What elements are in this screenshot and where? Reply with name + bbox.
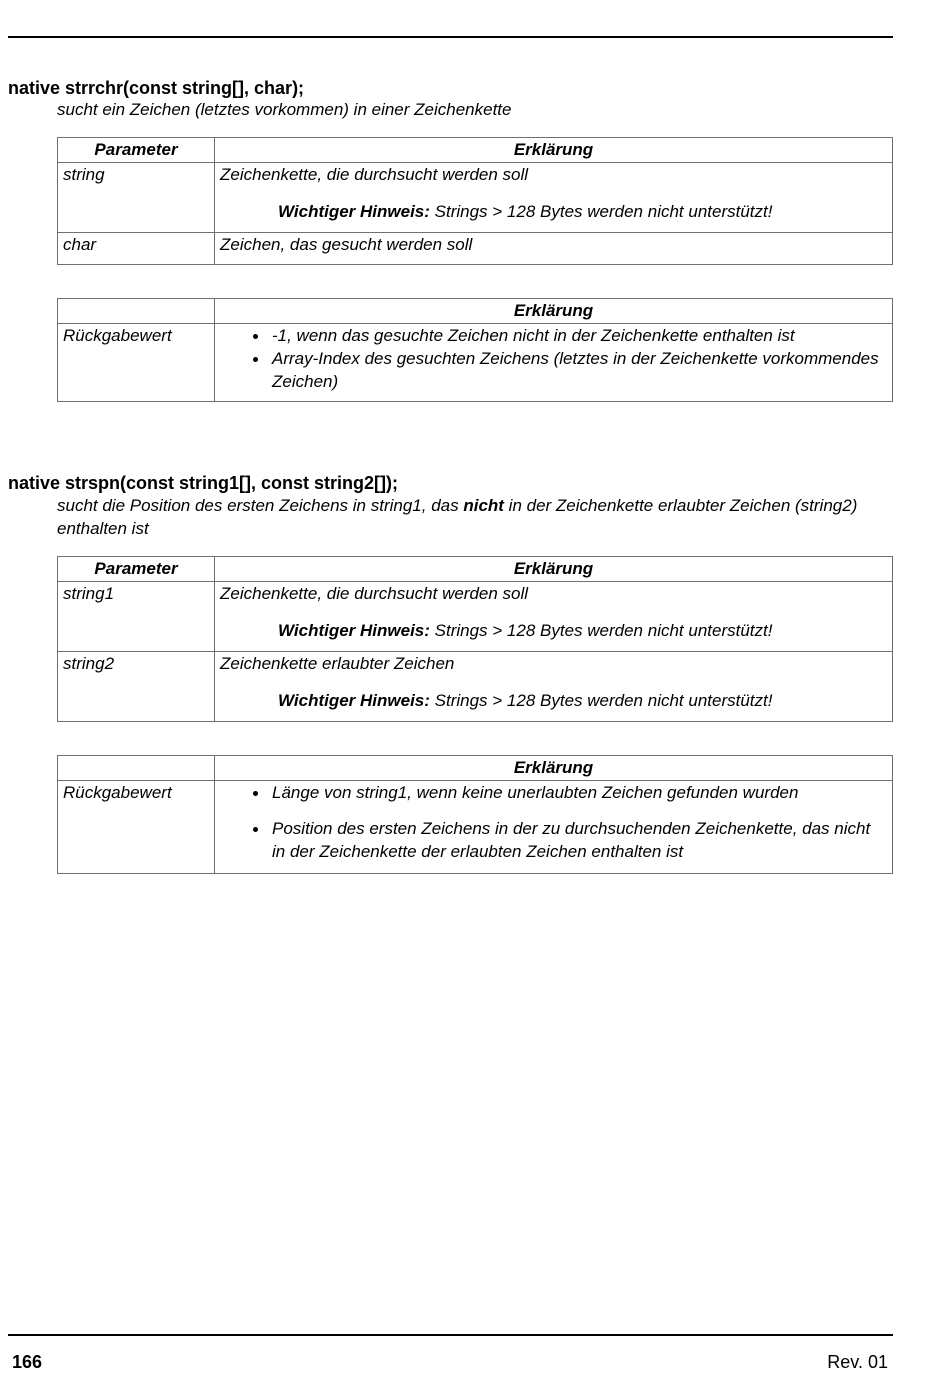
param-explanation: Zeichen, das gesucht werden soll — [215, 233, 893, 265]
param-name: char — [58, 233, 215, 265]
important-note-label: Wichtiger Hinweis: — [278, 691, 430, 710]
description-text: in der Zeichenkette erlaubter Zeichen (string2) enthalten ist — [57, 496, 858, 538]
revision-label: Rev. 01 — [827, 1352, 888, 1372]
description-text: sucht die Position des ersten Zeichens in string1, das — [57, 496, 464, 515]
table-row — [58, 582, 893, 652]
param-explanation-cell — [215, 163, 893, 233]
parameter-table-strrchr — [57, 137, 893, 265]
return-explanation-cell — [215, 324, 893, 402]
list-item: Position des ersten Zeichens in der zu durchsuchenden Zeichenkette, das nicht in der Zeichenkette der erlaubten Zeichen enthalten ist — [272, 817, 887, 863]
table-row — [58, 163, 893, 233]
list-item: Array-Index des gesuchten Zeichens (letztes in der Zeichenkette vorkommendes Zeichen) — [272, 347, 887, 393]
list-item: -1, wenn das gesuchte Zeichen nicht in der Zeichenkette enthalten ist — [272, 324, 887, 347]
important-note-label: Wichtiger Hinweis: — [278, 621, 430, 640]
page-number: 166 — [12, 1352, 43, 1372]
param-explanation-cell — [215, 582, 893, 652]
table-header-row — [58, 756, 893, 781]
param-name: string1 — [58, 582, 215, 652]
return-table-strrchr — [57, 298, 893, 402]
table-row — [58, 233, 893, 265]
param-explanation-cell — [215, 652, 893, 722]
important-note-text: Strings > 128 Bytes werden nicht unterstützt! — [429, 691, 773, 710]
table-header-row — [58, 557, 893, 582]
table-row — [58, 652, 893, 722]
return-table-strspn — [57, 755, 893, 874]
description-emphasis: nicht — [463, 496, 504, 515]
footer-rule — [8, 1334, 893, 1336]
function-description-strrchr: sucht ein Zeichen (letztes vorkommen) in einer Zeichenkette — [57, 100, 512, 119]
return-value-list — [220, 324, 887, 393]
column-header-parameter: Parameter — [58, 138, 215, 163]
column-header-parameter: Parameter — [58, 557, 215, 582]
important-note-text: Strings > 128 Bytes werden nicht unterstützt! — [429, 621, 773, 640]
table-header-row — [58, 299, 893, 324]
important-note-label: Wichtiger Hinweis: — [278, 202, 430, 221]
return-label: Rückgabewert — [58, 781, 215, 874]
column-header-explanation: Erklärung — [215, 299, 893, 324]
important-note — [220, 619, 887, 642]
param-explanation: Zeichenkette, die durchsucht werden soll — [220, 584, 529, 603]
return-label: Rückgabewert — [58, 324, 215, 402]
column-header-empty — [58, 756, 215, 781]
table-row — [58, 781, 893, 874]
header-rule — [8, 36, 893, 38]
column-header-explanation: Erklärung — [215, 557, 893, 582]
param-explanation: Zeichenkette, die durchsucht werden soll — [220, 165, 529, 184]
column-header-explanation: Erklärung — [215, 756, 893, 781]
column-header-empty — [58, 299, 215, 324]
important-note-text: Strings > 128 Bytes werden nicht unterstützt! — [429, 202, 773, 221]
important-note — [220, 200, 887, 223]
return-explanation-cell — [215, 781, 893, 874]
column-header-explanation: Erklärung — [215, 138, 893, 163]
param-name: string2 — [58, 652, 215, 722]
param-name: string — [58, 163, 215, 233]
important-note — [220, 689, 887, 712]
function-signature-strrchr: native strrchr(const string[], char); — [8, 78, 305, 98]
list-item: Länge von string1, wenn keine unerlaubten Zeichen gefunden wurden — [272, 781, 887, 804]
function-description-strspn — [57, 494, 897, 540]
table-header-row — [58, 138, 893, 163]
return-value-list — [220, 781, 887, 863]
parameter-table-strspn — [57, 556, 893, 722]
param-explanation: Zeichenkette erlaubter Zeichen — [220, 654, 455, 673]
table-row — [58, 324, 893, 402]
function-signature-strspn: native strspn(const string1[], const string2[]); — [8, 473, 399, 493]
